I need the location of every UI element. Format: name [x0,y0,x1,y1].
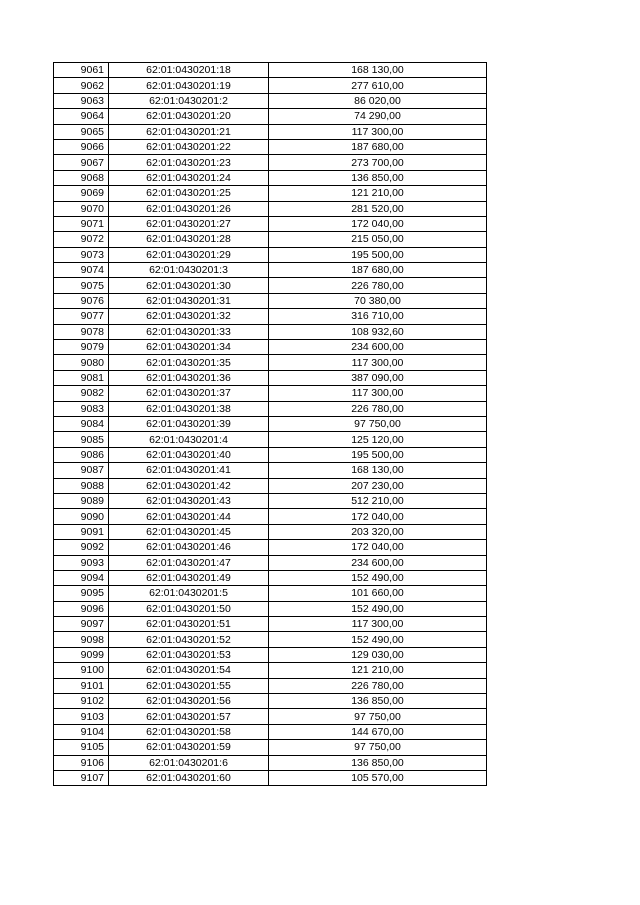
row-number-cell: 9104 [54,724,109,739]
row-number-cell: 9099 [54,647,109,662]
value-cell: 152 490,00 [269,570,487,585]
value-cell: 97 750,00 [269,740,487,755]
value-cell: 86 020,00 [269,93,487,108]
table-row [54,447,487,462]
table-row [54,186,487,201]
table-row [54,663,487,678]
value-cell: 74 290,00 [269,109,487,124]
cadastral-number-cell: 62:01:0430201:59 [109,740,269,755]
cadastral-number-cell: 62:01:0430201:19 [109,78,269,93]
cadastral-number-cell: 62:01:0430201:28 [109,232,269,247]
table-row [54,201,487,216]
table-row [54,478,487,493]
value-cell: 195 500,00 [269,247,487,262]
cadastral-number-cell: 62:01:0430201:23 [109,155,269,170]
row-number-cell: 9086 [54,447,109,462]
cadastral-number-cell: 62:01:0430201:40 [109,447,269,462]
cadastral-number-cell: 62:01:0430201:24 [109,170,269,185]
cadastral-number-cell: 62:01:0430201:47 [109,555,269,570]
table-row [54,216,487,231]
table-row [54,647,487,662]
row-number-cell: 9079 [54,340,109,355]
value-cell: 195 500,00 [269,447,487,462]
table-row [54,340,487,355]
row-number-cell: 9095 [54,586,109,601]
value-cell: 234 600,00 [269,555,487,570]
cadastral-number-cell: 62:01:0430201:25 [109,186,269,201]
value-cell: 273 700,00 [269,155,487,170]
row-number-cell: 9066 [54,139,109,154]
row-number-cell: 9076 [54,293,109,308]
value-cell: 117 300,00 [269,386,487,401]
table-row [54,309,487,324]
table-row [54,524,487,539]
cadastral-number-cell: 62:01:0430201:30 [109,278,269,293]
value-cell: 117 300,00 [269,355,487,370]
row-number-cell: 9107 [54,770,109,785]
row-number-cell: 9102 [54,694,109,709]
cadastral-number-cell: 62:01:0430201:42 [109,478,269,493]
cadastral-number-cell: 62:01:0430201:39 [109,416,269,431]
table-row [54,170,487,185]
value-cell: 136 850,00 [269,694,487,709]
value-cell: 152 490,00 [269,632,487,647]
row-number-cell: 9101 [54,678,109,693]
value-cell: 187 680,00 [269,263,487,278]
row-number-cell: 9081 [54,370,109,385]
value-cell: 136 850,00 [269,755,487,770]
row-number-cell: 9085 [54,432,109,447]
value-cell: 234 600,00 [269,340,487,355]
value-cell: 281 520,00 [269,201,487,216]
cadastral-number-cell: 62:01:0430201:57 [109,709,269,724]
row-number-cell: 9089 [54,493,109,508]
table-row [54,370,487,385]
table-row [54,709,487,724]
row-number-cell: 9103 [54,709,109,724]
table-row [54,139,487,154]
value-cell: 203 320,00 [269,524,487,539]
row-number-cell: 9078 [54,324,109,339]
cadastral-number-cell: 62:01:0430201:44 [109,509,269,524]
table-row [54,278,487,293]
cadastral-number-cell: 62:01:0430201:27 [109,216,269,231]
value-cell: 144 670,00 [269,724,487,739]
row-number-cell: 9072 [54,232,109,247]
value-cell: 152 490,00 [269,601,487,616]
table-body [54,63,487,786]
table-row [54,324,487,339]
table-row [54,109,487,124]
row-number-cell: 9100 [54,663,109,678]
cadastral-number-cell: 62:01:0430201:50 [109,601,269,616]
table-row [54,586,487,601]
cadastral-number-cell: 62:01:0430201:53 [109,647,269,662]
cadastral-number-cell: 62:01:0430201:58 [109,724,269,739]
table-row [54,416,487,431]
cadastral-number-cell: 62:01:0430201:18 [109,63,269,78]
row-number-cell: 9082 [54,386,109,401]
value-cell: 168 130,00 [269,463,487,478]
row-number-cell: 9098 [54,632,109,647]
cadastral-number-cell: 62:01:0430201:5 [109,586,269,601]
row-number-cell: 9090 [54,509,109,524]
table-row [54,63,487,78]
value-cell: 117 300,00 [269,617,487,632]
row-number-cell: 9087 [54,463,109,478]
row-number-cell: 9069 [54,186,109,201]
cadastral-number-cell: 62:01:0430201:51 [109,617,269,632]
row-number-cell: 9068 [54,170,109,185]
table-row [54,93,487,108]
table-row [54,770,487,785]
table-row [54,555,487,570]
cadastral-number-cell: 62:01:0430201:36 [109,370,269,385]
table-row [54,493,487,508]
cadastral-number-cell: 62:01:0430201:2 [109,93,269,108]
row-number-cell: 9075 [54,278,109,293]
value-cell: 97 750,00 [269,416,487,431]
table-row [54,755,487,770]
row-number-cell: 9088 [54,478,109,493]
value-cell: 97 750,00 [269,709,487,724]
value-cell: 125 120,00 [269,432,487,447]
cadastral-number-cell: 62:01:0430201:52 [109,632,269,647]
table-row [54,724,487,739]
table-row [54,247,487,262]
value-cell: 215 050,00 [269,232,487,247]
table-row [54,509,487,524]
table-row [54,678,487,693]
table-row [54,401,487,416]
row-number-cell: 9071 [54,216,109,231]
row-number-cell: 9105 [54,740,109,755]
cadastral-number-cell: 62:01:0430201:26 [109,201,269,216]
value-cell: 277 610,00 [269,78,487,93]
table-row [54,570,487,585]
cadastral-number-cell: 62:01:0430201:4 [109,432,269,447]
table-row [54,432,487,447]
value-cell: 121 210,00 [269,186,487,201]
value-cell: 226 780,00 [269,401,487,416]
row-number-cell: 9091 [54,524,109,539]
table-row [54,124,487,139]
table-row [54,155,487,170]
cadastral-number-cell: 62:01:0430201:35 [109,355,269,370]
value-cell: 117 300,00 [269,124,487,139]
table-row [54,617,487,632]
cadastral-number-cell: 62:01:0430201:31 [109,293,269,308]
table-row [54,263,487,278]
table-row [54,632,487,647]
value-cell: 105 570,00 [269,770,487,785]
value-cell: 172 040,00 [269,509,487,524]
cadastral-number-cell: 62:01:0430201:45 [109,524,269,539]
value-cell: 187 680,00 [269,139,487,154]
value-cell: 172 040,00 [269,540,487,555]
row-number-cell: 9097 [54,617,109,632]
table-row [54,463,487,478]
row-number-cell: 9096 [54,601,109,616]
row-number-cell: 9084 [54,416,109,431]
row-number-cell: 9065 [54,124,109,139]
cadastral-number-cell: 62:01:0430201:54 [109,663,269,678]
row-number-cell: 9067 [54,155,109,170]
table-row [54,601,487,616]
row-number-cell: 9083 [54,401,109,416]
cadastral-number-cell: 62:01:0430201:22 [109,139,269,154]
table-row [54,694,487,709]
cadastral-number-cell: 62:01:0430201:46 [109,540,269,555]
row-number-cell: 9062 [54,78,109,93]
cadastral-number-cell: 62:01:0430201:3 [109,263,269,278]
row-number-cell: 9061 [54,63,109,78]
cadastral-number-cell: 62:01:0430201:21 [109,124,269,139]
row-number-cell: 9063 [54,93,109,108]
table-row [54,232,487,247]
data-table [53,62,487,786]
value-cell: 108 932,60 [269,324,487,339]
value-cell: 101 660,00 [269,586,487,601]
cadastral-number-cell: 62:01:0430201:43 [109,493,269,508]
table-row [54,386,487,401]
value-cell: 136 850,00 [269,170,487,185]
row-number-cell: 9092 [54,540,109,555]
table-row [54,78,487,93]
cadastral-number-cell: 62:01:0430201:20 [109,109,269,124]
cadastral-number-cell: 62:01:0430201:38 [109,401,269,416]
row-number-cell: 9070 [54,201,109,216]
row-number-cell: 9093 [54,555,109,570]
table-row [54,740,487,755]
cadastral-number-cell: 62:01:0430201:55 [109,678,269,693]
value-cell: 70 380,00 [269,293,487,308]
row-number-cell: 9106 [54,755,109,770]
cadastral-number-cell: 62:01:0430201:34 [109,340,269,355]
value-cell: 387 090,00 [269,370,487,385]
table-row [54,355,487,370]
row-number-cell: 9074 [54,263,109,278]
cadastral-number-cell: 62:01:0430201:29 [109,247,269,262]
cadastral-number-cell: 62:01:0430201:32 [109,309,269,324]
value-cell: 512 210,00 [269,493,487,508]
cadastral-number-cell: 62:01:0430201:41 [109,463,269,478]
cadastral-number-cell: 62:01:0430201:60 [109,770,269,785]
table-row [54,293,487,308]
cadastral-number-cell: 62:01:0430201:56 [109,694,269,709]
row-number-cell: 9073 [54,247,109,262]
table-row [54,540,487,555]
row-number-cell: 9094 [54,570,109,585]
value-cell: 207 230,00 [269,478,487,493]
value-cell: 129 030,00 [269,647,487,662]
value-cell: 121 210,00 [269,663,487,678]
row-number-cell: 9080 [54,355,109,370]
cadastral-number-cell: 62:01:0430201:33 [109,324,269,339]
cadastral-number-cell: 62:01:0430201:6 [109,755,269,770]
cadastral-number-cell: 62:01:0430201:49 [109,570,269,585]
value-cell: 172 040,00 [269,216,487,231]
value-cell: 226 780,00 [269,278,487,293]
value-cell: 316 710,00 [269,309,487,324]
value-cell: 168 130,00 [269,63,487,78]
value-cell: 226 780,00 [269,678,487,693]
row-number-cell: 9077 [54,309,109,324]
row-number-cell: 9064 [54,109,109,124]
cadastral-number-cell: 62:01:0430201:37 [109,386,269,401]
